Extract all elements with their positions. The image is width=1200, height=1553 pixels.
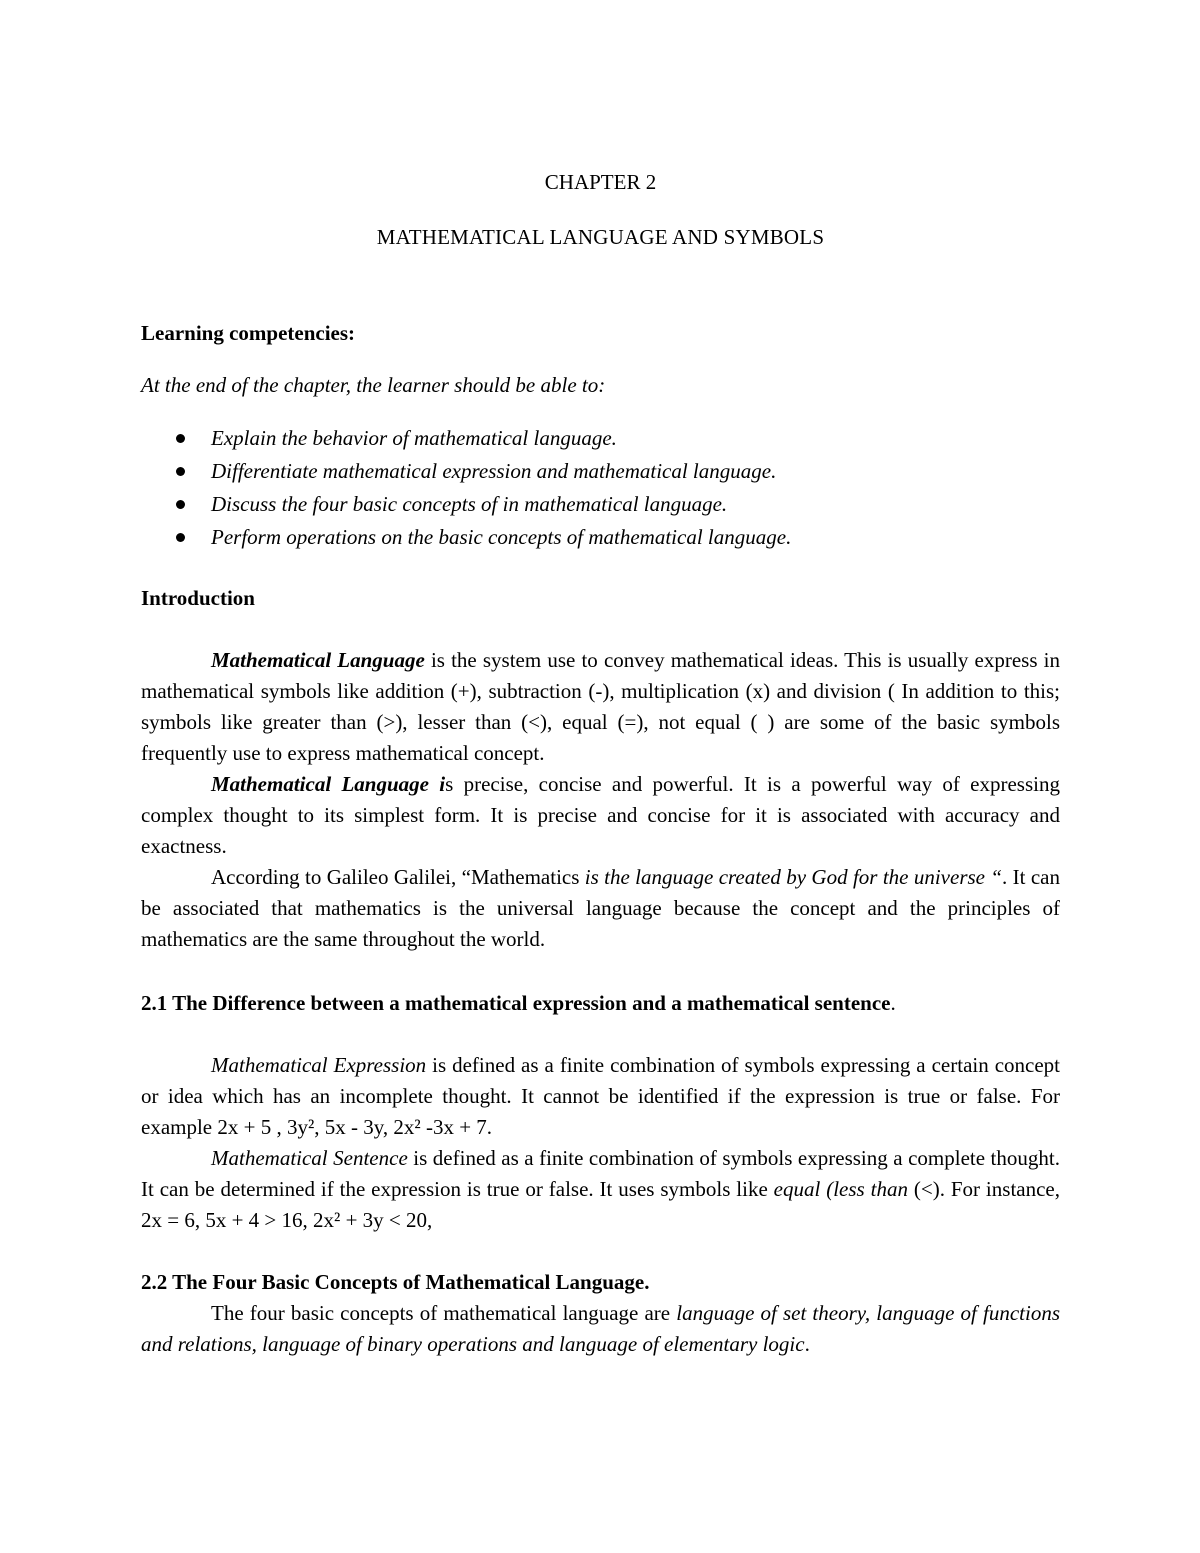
chapter-title: MATHEMATICAL LANGUAGE AND SYMBOLS [376, 225, 825, 249]
section-2-1-paragraph-2: Mathematical Sentence is defined as a finite combination of symbols expressing a complete thought. It can be determined if the expression is true or false. It uses symbols like equal (less than (<). For instance, 2x = 6, 5x + 4 > 16, 2x² + 3y < 20, [141, 1146, 1060, 1232]
section-2-1-paragraph-1: Mathematical Expression is defined as a finite combination of symbols expressing a certain concept or idea which has an incomplete thought. It cannot be identified if the expression is true or false. For example 2x + 5 , 3y², 5x - 3y, 2x² -3x + 7. [141, 1053, 1060, 1139]
section-2-1-heading: 2.1 The Difference between a mathematical expression and a mathematical sentence. [141, 991, 896, 1015]
chapter-label: CHAPTER 2 [544, 170, 657, 194]
bullet-icon [176, 434, 185, 443]
introduction-paragraph-2: Mathematical Language is precise, concise and powerful. It is a powerful way of expressing complex thought to its simplest form. It is precise and concise for it is associated with accuracy and exactness. [141, 772, 1060, 858]
introduction-paragraph-3: According to Galileo Galilei, “Mathematics is the language created by God for the universe “. It can be associated that mathematics is the universal language because the concept and the principles of mathematics are the same throughout the world. [141, 865, 1060, 951]
list-item: Perform operations on the basic concepts of mathematical language. [141, 521, 1060, 554]
bullet-icon [176, 500, 185, 509]
bullet-icon [176, 467, 185, 476]
introduction-heading: Introduction [141, 586, 255, 610]
introduction-paragraph-1: Mathematical Language is the system use to convey mathematical ideas. This is usually express in mathematical symbols like addition (+), subtraction (-), multiplication (x) and division ( In addition to this; symbols like greater than (>), lesser than (<), equal (=), not equal ( ) are some of the basic symbols frequently use to express mathematical concept. [141, 648, 1060, 765]
section-2-2-heading: 2.2 The Four Basic Concepts of Mathematical Language. [141, 1270, 650, 1294]
competencies-intro: At the end of the chapter, the learner should be able to: [141, 373, 606, 397]
section-2-2-paragraph-1: The four basic concepts of mathematical language are language of set theory, language of functions and relations, language of binary operations and language of elementary logic. [141, 1301, 1061, 1356]
competencies-list [141, 422, 1060, 554]
competencies-heading: Learning competencies: [141, 321, 356, 345]
list-item: Explain the behavior of mathematical language. [141, 422, 1060, 455]
bullet-icon [176, 533, 185, 542]
list-item: Differentiate mathematical expression and mathematical language. [141, 455, 1060, 488]
list-item: Discuss the four basic concepts of in mathematical language. [141, 488, 1060, 521]
